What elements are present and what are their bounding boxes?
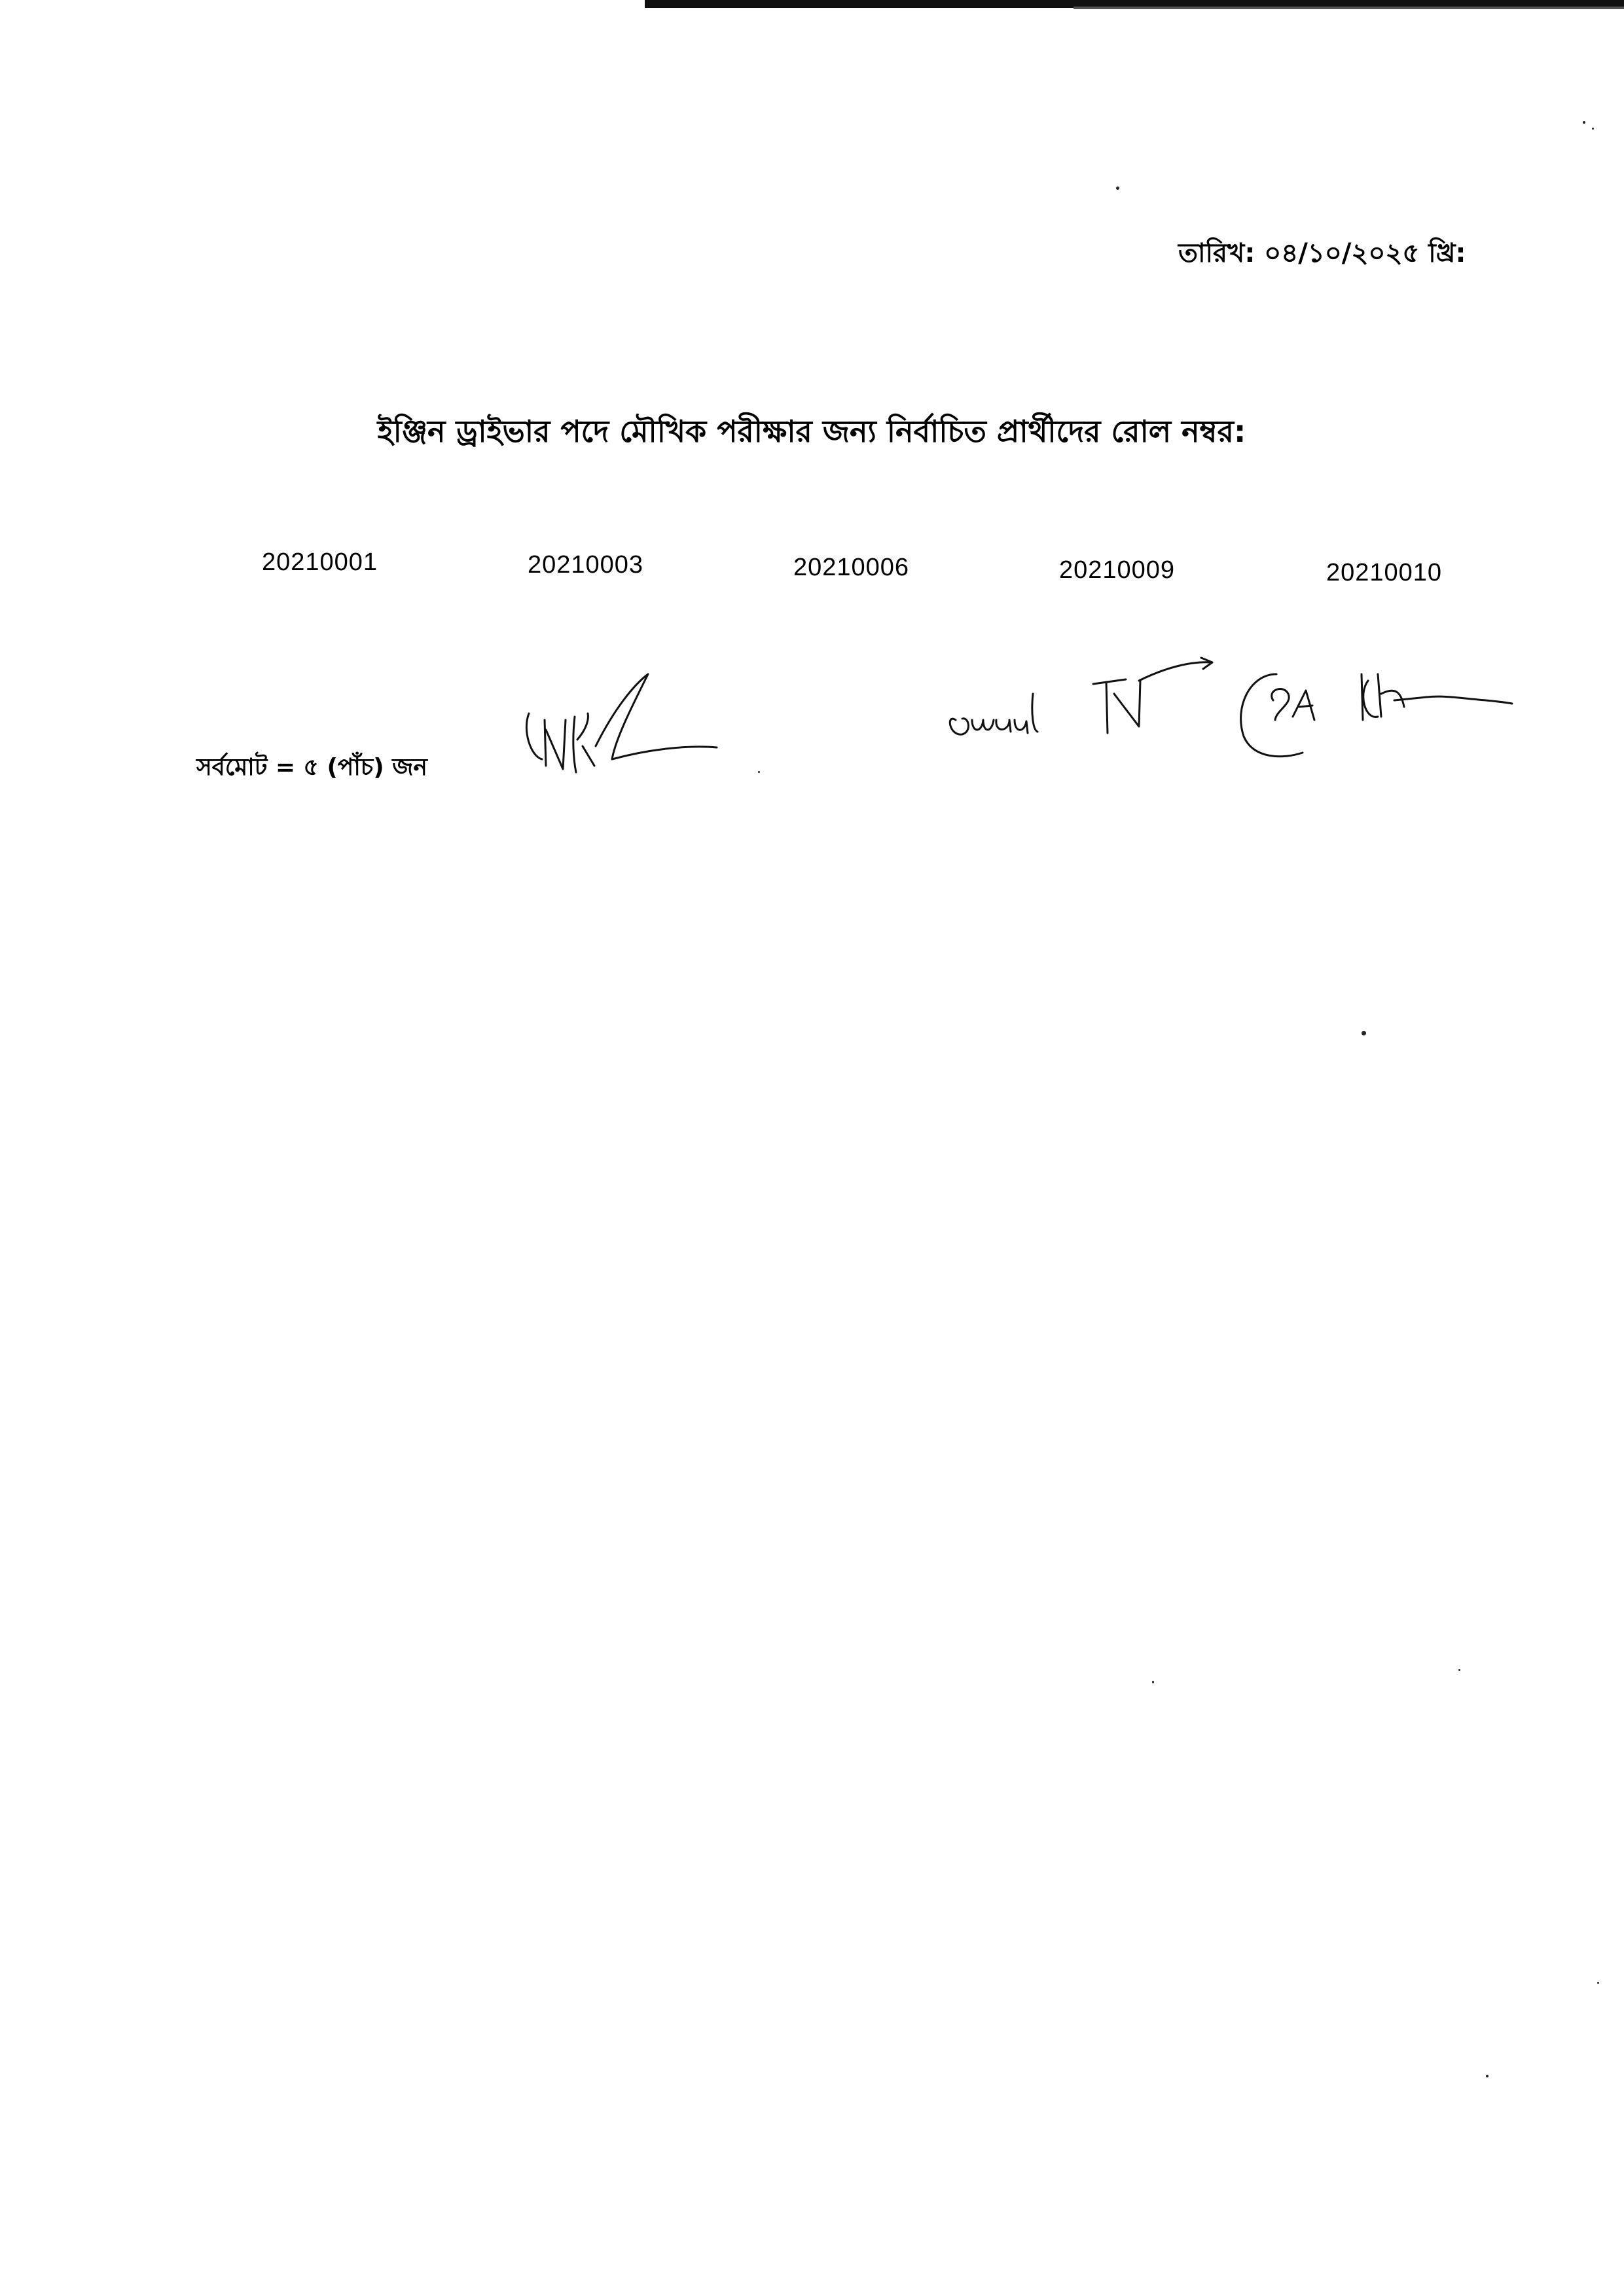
roll-number: 20210009 <box>1059 556 1176 584</box>
signature-2 <box>943 655 1218 753</box>
scan-speck <box>1583 121 1585 124</box>
roll-number: 20210001 <box>262 548 378 576</box>
signature-3 <box>1237 655 1519 766</box>
roll-number: 20210003 <box>528 551 644 579</box>
scan-speck <box>1116 187 1119 190</box>
scan-speck <box>1458 1669 1460 1671</box>
scan-speck <box>1486 2075 1489 2077</box>
scan-speck <box>1152 1681 1154 1683</box>
scan-speck <box>1597 1982 1599 1984</box>
scan-edge-shadow-thin <box>1074 7 1624 9</box>
total-count: সর্বমোট = ৫ (পাঁচ) জন <box>196 754 427 781</box>
signature-1 <box>517 668 727 785</box>
roll-number: 20210006 <box>793 554 910 581</box>
page-title: ইঞ্জিন ড্রাইভার পদে মৌখিক পরীক্ষার জন্য নির্বাচিত প্রার্থীদের রোল নম্বর: <box>377 414 1246 449</box>
scan-speck <box>1592 128 1594 130</box>
document-date: তারিখ: ০৪/১০/২০২৫ খ্রি: <box>1178 238 1466 268</box>
scan-speck <box>1362 1031 1366 1035</box>
roll-number: 20210010 <box>1326 559 1443 586</box>
scan-speck <box>758 771 760 773</box>
